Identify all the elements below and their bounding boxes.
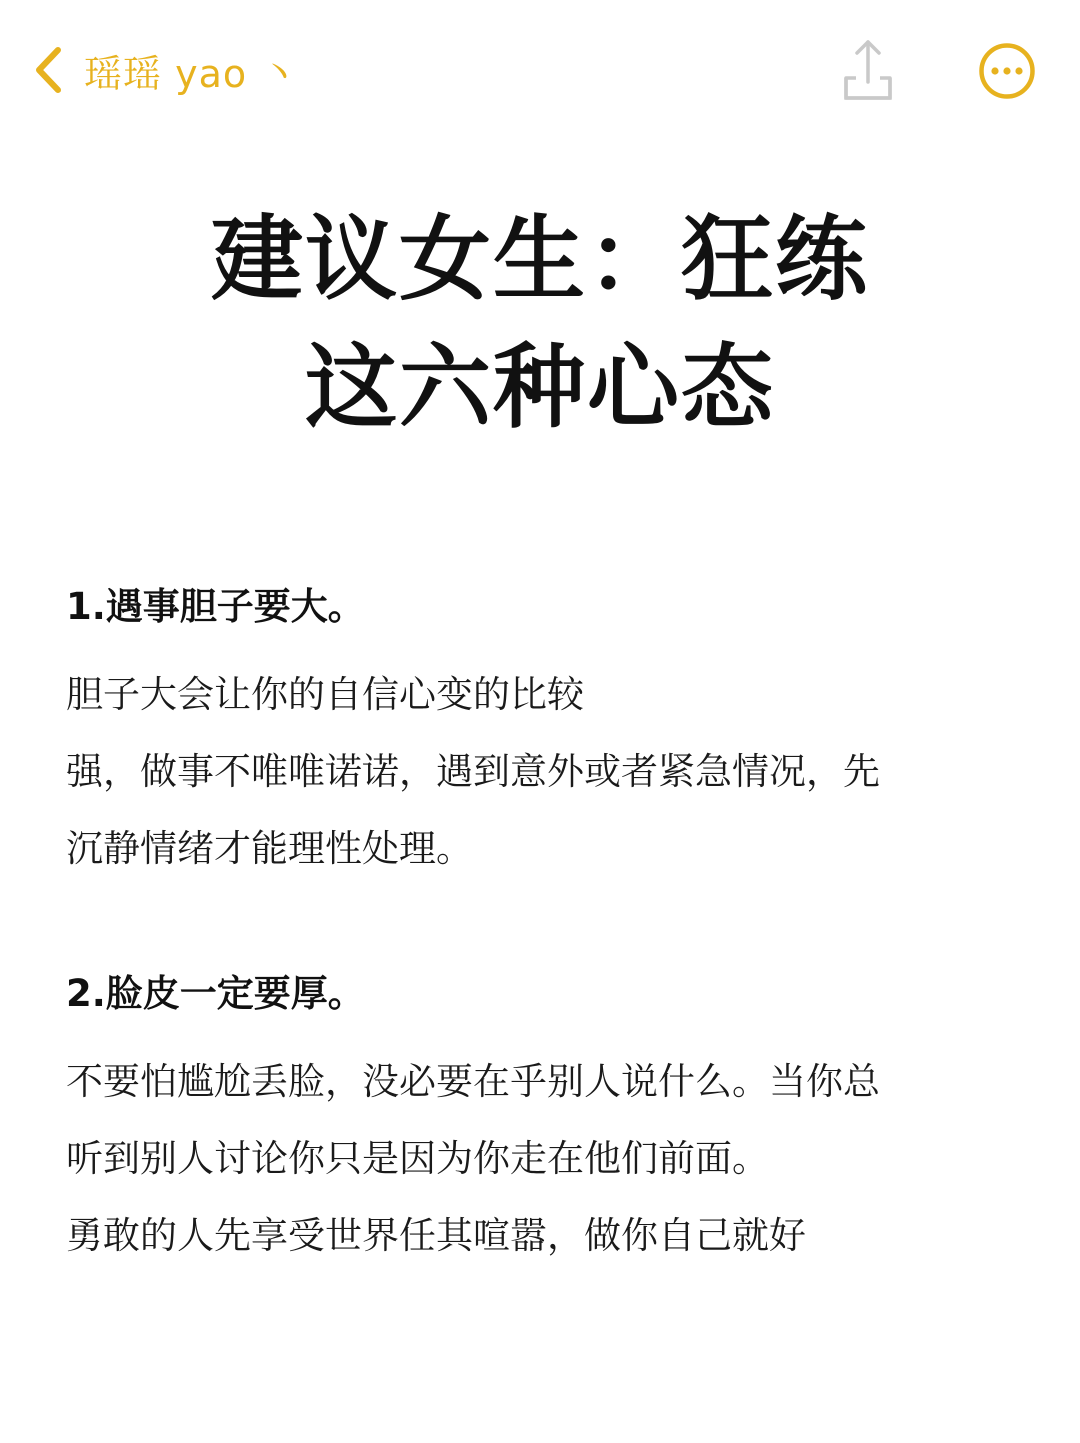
section-heading: 2.脸皮一定要厚。	[66, 972, 365, 1015]
body-line: 听到别人讨论你只是因为你走在他们前面。	[66, 1137, 769, 1180]
back-button[interactable]	[28, 40, 299, 100]
title-line: 建议女生：狂练	[210, 206, 869, 313]
share-icon[interactable]	[840, 32, 896, 104]
body-line: 沉静情绪才能理性处理。	[66, 827, 473, 870]
body-line: 胆子大会让你的自信心变的比较	[66, 673, 584, 716]
author-name: 瑶瑶 yao 丶	[84, 51, 300, 96]
body-line: 强，做事不唯唯诺诺，遇到意外或者紧急情况，先	[66, 750, 880, 793]
more-icon[interactable]	[978, 42, 1036, 100]
body-line: 勇敢的人先享受世界任其喧嚣，做你自己就好	[66, 1214, 806, 1257]
chevron-left-icon	[28, 40, 68, 100]
section-2	[66, 965, 1026, 1274]
note-body	[66, 578, 1026, 1274]
title-line: 这六种心态	[304, 334, 775, 441]
navigation-bar	[0, 0, 1080, 140]
note-title	[0, 196, 1080, 452]
section-heading: 1.遇事胆子要大。	[66, 585, 365, 628]
section-1	[66, 578, 1026, 887]
body-line: 不要怕尴尬丢脸，没必要在乎别人说什么。当你总	[66, 1060, 880, 1103]
